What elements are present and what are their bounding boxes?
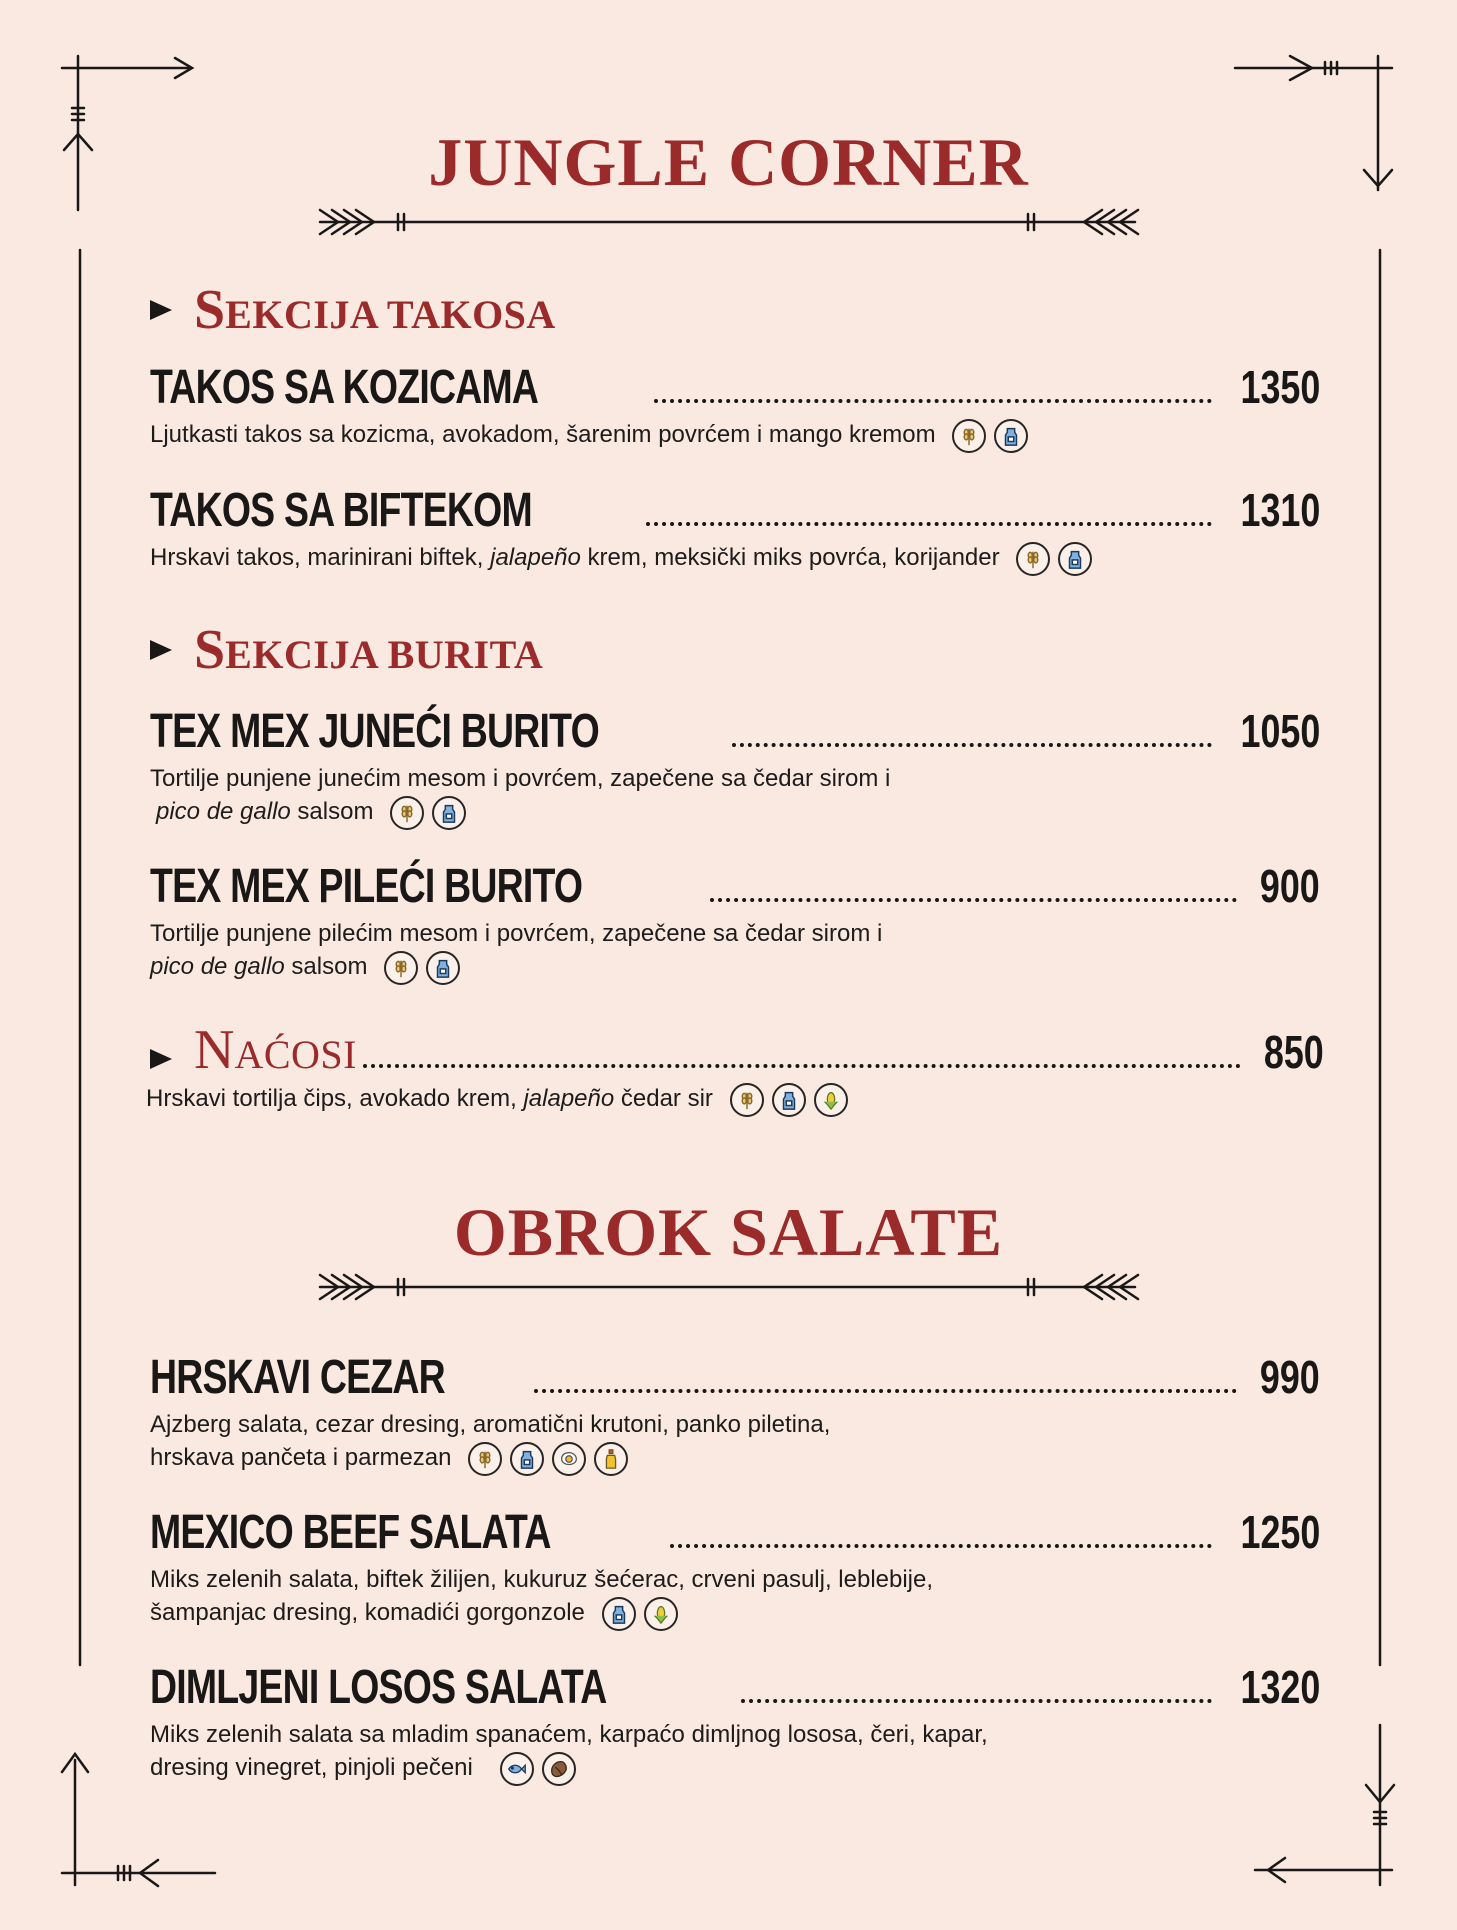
milk-icon — [432, 796, 466, 830]
triangle-bullet-icon — [150, 300, 172, 320]
menu-item-pileci-burito — [150, 859, 1320, 985]
section-heading-burita — [150, 618, 543, 682]
wheat-icon — [1016, 542, 1050, 576]
leader-dots — [710, 897, 1237, 902]
menu-item-takos-biftek — [150, 483, 1320, 576]
item-description: Tortilje punjene pilećim mesom i povrćem, zapečene sa čedar sirom i pico de gallo salsom — [150, 917, 1320, 985]
wheat-icon — [730, 1083, 764, 1117]
item-name: MEXICO BEEF SALATA — [150, 1506, 551, 1559]
item-name: TEX MEX JUNEĆI BURITO — [150, 705, 599, 758]
item-price: 900 — [1260, 860, 1320, 912]
corn-icon — [814, 1083, 848, 1117]
nut-icon — [542, 1752, 576, 1786]
item-description: Ajzberg salata, cezar dresing, aromatični krutoni, panko piletina, hrskava pančeta i parmezan — [150, 1408, 1320, 1476]
triangle-bullet-icon — [150, 640, 172, 660]
milk-icon — [772, 1083, 806, 1117]
item-price: 1050 — [1240, 705, 1320, 757]
fish-icon — [500, 1752, 534, 1786]
item-name: TAKOS SA BIFTEKOM — [150, 484, 532, 537]
item-price: 1250 — [1240, 1506, 1320, 1558]
item-description: Ljutkasti takos sa kozicma, avokadom, šarenim povrćem i mango kremom — [150, 418, 1320, 453]
item-price: 1310 — [1240, 484, 1320, 536]
heading-rest: EKCIJA TAKOSA — [225, 292, 556, 337]
leader-dots — [363, 1063, 1241, 1068]
milk-icon — [510, 1442, 544, 1476]
milk-icon — [602, 1597, 636, 1631]
menu-item-takos-kozice — [150, 360, 1320, 453]
menu-item-nacosi — [146, 1018, 1324, 1117]
wheat-icon — [390, 796, 424, 830]
leader-dots — [741, 1698, 1211, 1703]
leader-dots — [534, 1388, 1237, 1393]
section-heading-takos — [150, 278, 556, 342]
item-description: Tortilje punjene junećim mesom i povrćem, zapečene sa čedar sirom i pico de gallo salsom — [150, 762, 1320, 830]
item-description: Miks zelenih salata, biftek žilijen, kukuruz šećerac, crveni pasulj, leblebije, šampanjac dresing, komadići gorgonzole — [150, 1563, 1320, 1631]
leader-dots — [732, 742, 1212, 747]
wheat-icon — [468, 1442, 502, 1476]
milk-icon — [994, 419, 1028, 453]
item-description: Hrskavi takos, marinirani biftek, jalapeño krem, meksički miks povrća, korijander — [150, 541, 1320, 576]
triangle-bullet-icon — [150, 1049, 172, 1069]
item-name: DIMLJENI LOSOS SALATA — [150, 1661, 607, 1714]
menu-item-mexico-beef-salata — [150, 1505, 1320, 1631]
leader-dots — [646, 521, 1212, 526]
leader-dots — [654, 398, 1212, 403]
wheat-icon — [952, 419, 986, 453]
milk-icon — [1058, 542, 1092, 576]
menu-item-dimljeni-losos-salata — [150, 1660, 1320, 1786]
item-name: TEX MEX PILEĆI BURITO — [150, 860, 583, 913]
leader-dots — [670, 1543, 1212, 1548]
item-name: HRSKAVI CEZAR — [150, 1351, 445, 1404]
item-price: 1320 — [1240, 1661, 1320, 1713]
page-title: JUNGLE CORNER — [428, 124, 1029, 200]
egg-icon — [552, 1442, 586, 1476]
item-price: 990 — [1260, 1351, 1320, 1403]
menu-item-hrskavi-cezar — [150, 1350, 1320, 1476]
section-heading-nacosi: NAĆOSI — [194, 1019, 357, 1081]
heading-initial: S — [194, 279, 226, 341]
mustard-icon — [594, 1442, 628, 1476]
item-name: TAKOS SA KOZICAMA — [150, 361, 539, 414]
heading-initial: S — [194, 619, 226, 681]
corn-icon — [644, 1597, 678, 1631]
section-title-salads: OBROK SALATE — [453, 1194, 1004, 1270]
menu-item-juneci-burito — [150, 704, 1320, 830]
item-price: 850 — [1264, 1026, 1324, 1078]
item-price: 1350 — [1240, 361, 1320, 413]
milk-icon — [426, 951, 460, 985]
item-description: Hrskavi tortilja čips, avokado krem, jalapeño čedar sir — [146, 1082, 1324, 1117]
wheat-icon — [384, 951, 418, 985]
heading-rest: EKCIJA BURITA — [225, 632, 544, 677]
item-description: Miks zelenih salata sa mladim spanaćem, karpaćo dimljnog lososa, čeri, kapar, dresing vinegret, pinjoli pečeni — [150, 1718, 1320, 1786]
